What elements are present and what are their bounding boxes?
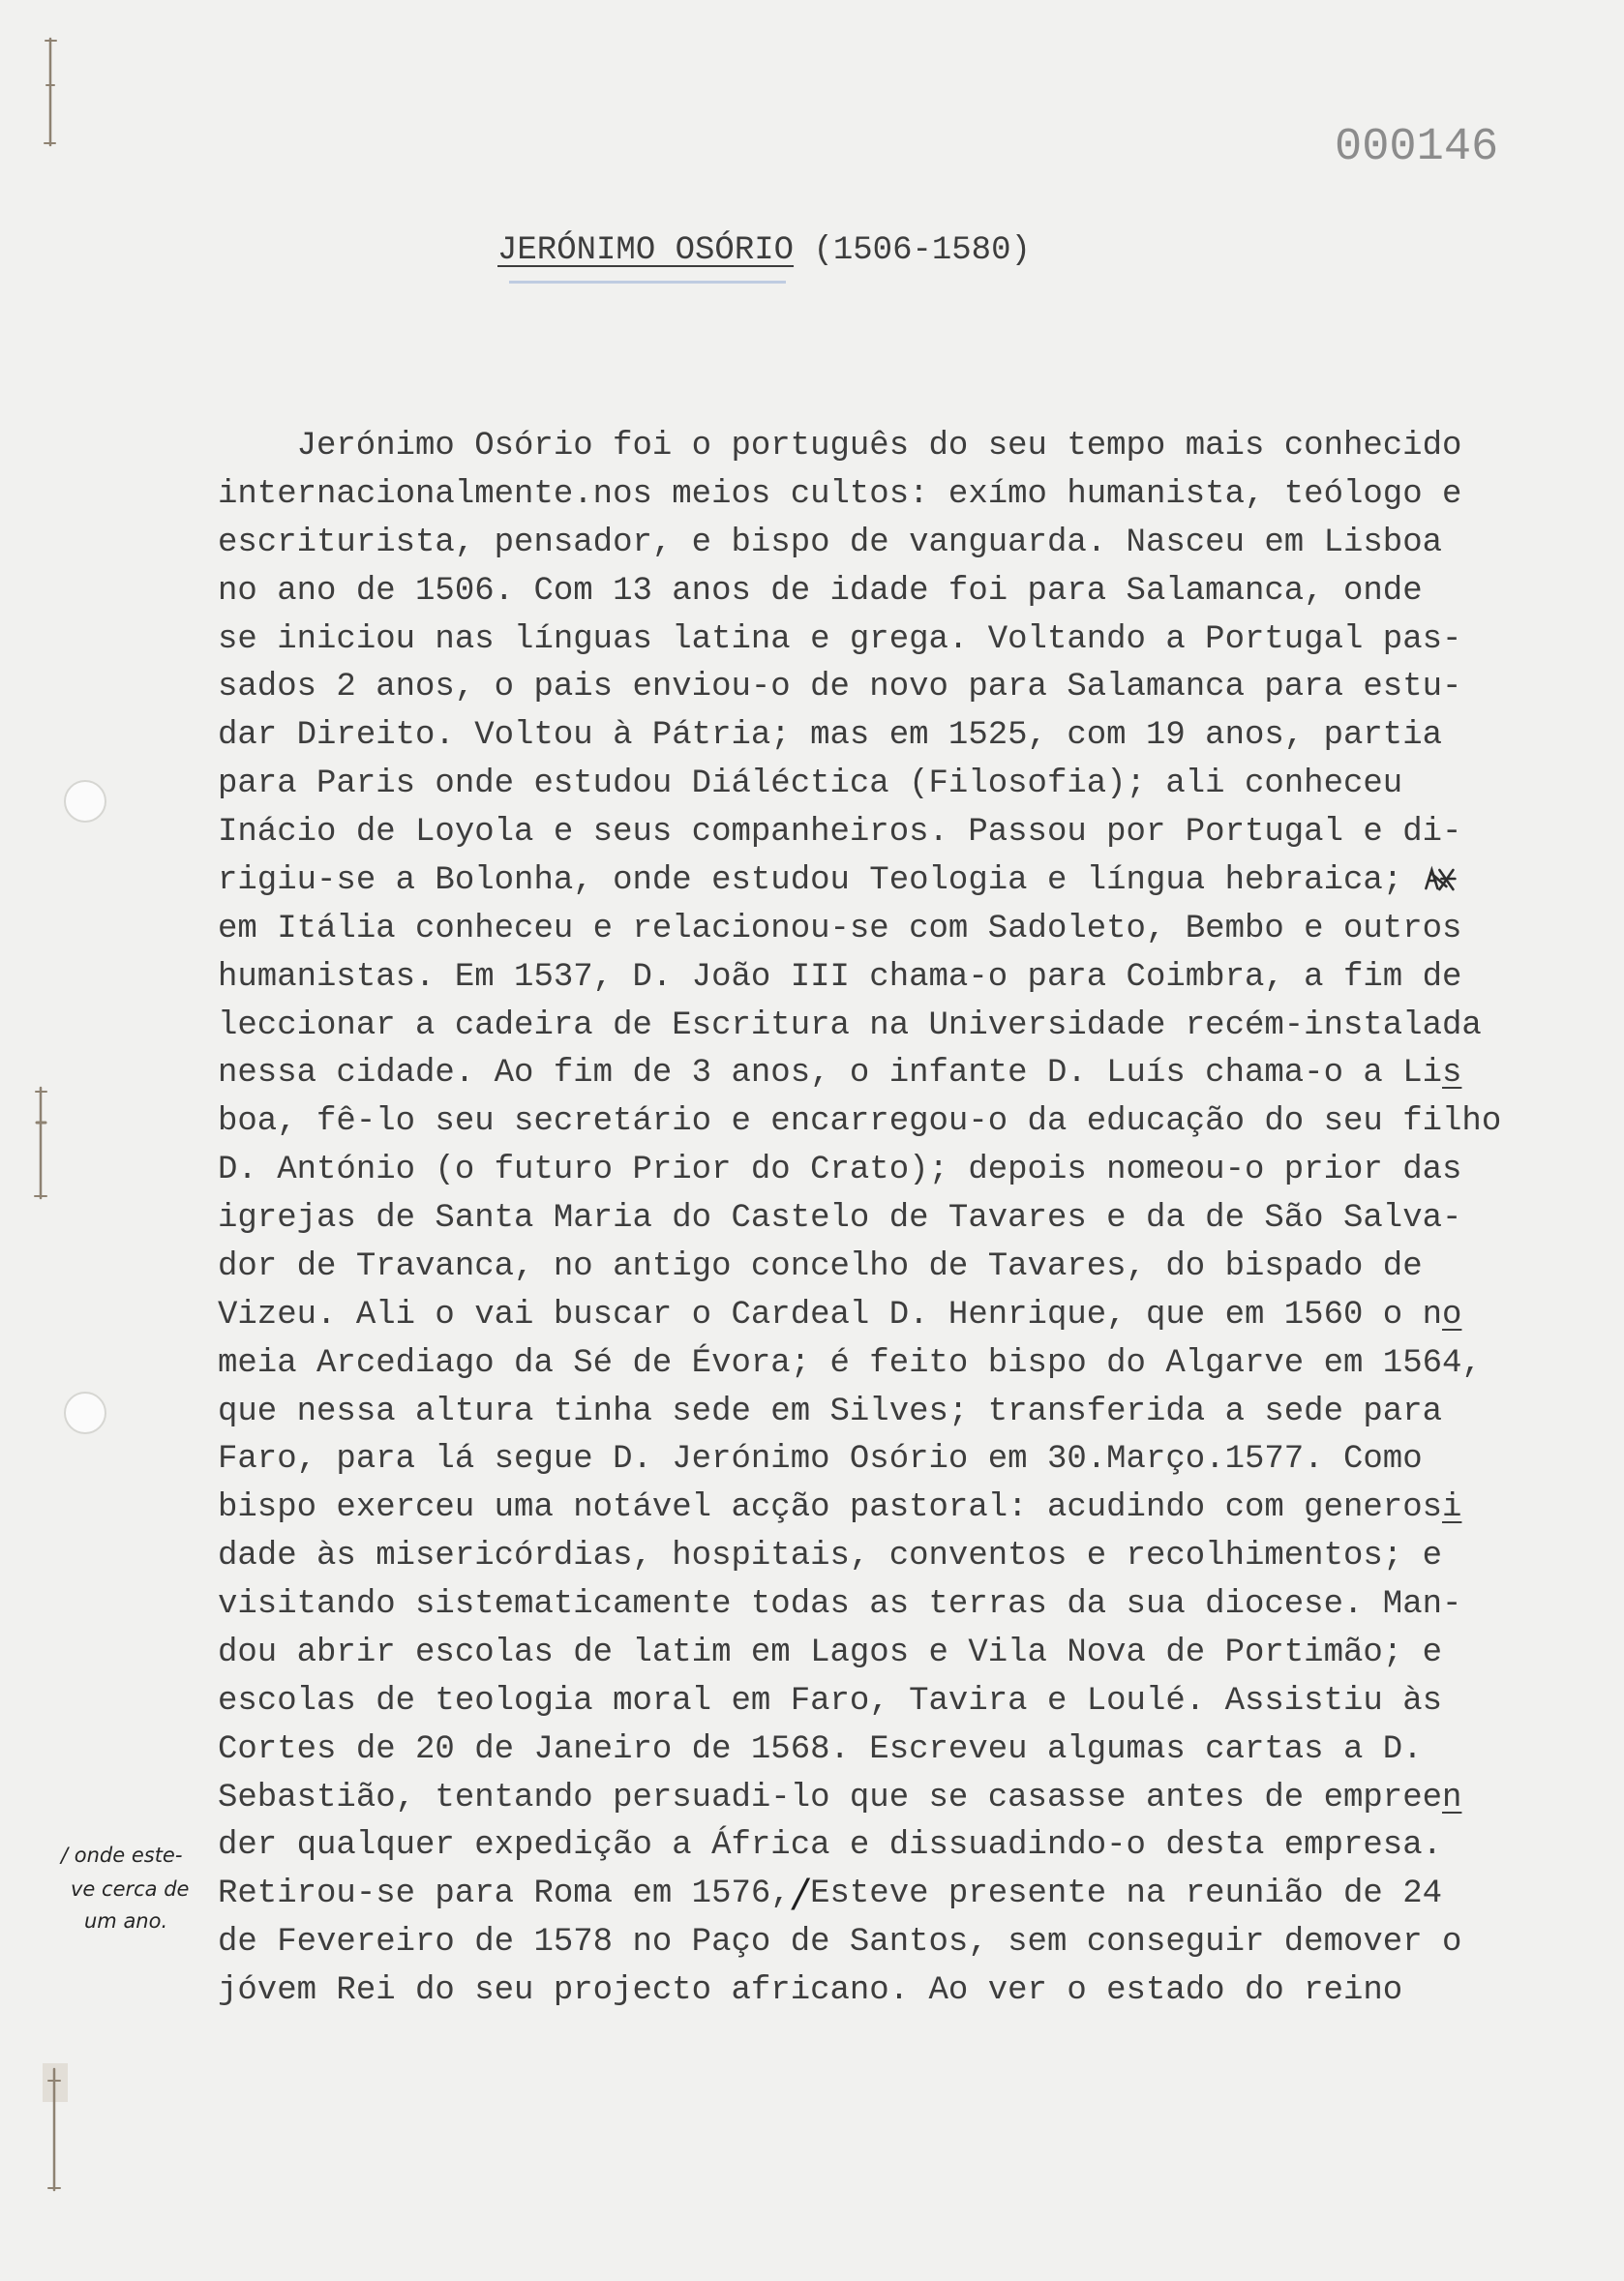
body-line (218, 1050, 1592, 1098)
body-line: escolas de teologia moral em Faro, Tavira e Loulé. Assistiu às (218, 1682, 1443, 1720)
body-line: igrejas de Santa Maria do Castelo de Tavares e da de São Salva- (218, 1200, 1462, 1237)
strikeout-blot (1423, 865, 1462, 894)
body-line: escriturista, pensador, e bispo de vanguarda. Nasceu em Lisboa (218, 524, 1443, 561)
title-dates: (1506-1580) (813, 232, 1031, 269)
body-line-text: Retirou-se para Roma em 1576, (218, 1876, 791, 1913)
margin-note-line: / onde este- (61, 1844, 183, 1867)
body-line: para Paris onde estudou Diáléctica (Filosofia); ali conheceu (218, 765, 1403, 803)
body-line: jóvem Rei do seu projecto africano. Ao ver o estado do reino (218, 1972, 1403, 2009)
body-text (218, 423, 1592, 2016)
body-line (218, 1292, 1592, 1340)
body-line: boa, fê-lo seu secretário e encarregou-o da educação do seu filho (218, 1103, 1502, 1141)
body-line-text: Esteve presente na reunião de 24 (810, 1876, 1442, 1913)
body-line: sados 2 anos, o pais enviou-o de novo para Salamanca para estu- (218, 669, 1462, 706)
body-line-text: Sebastião, tentando persuadi-lo que se casasse antes de empree (218, 1779, 1443, 1816)
body-line: dor de Travanca, no antigo concelho de Tavares, do bispado de (218, 1247, 1423, 1285)
punch-hole (65, 1393, 105, 1433)
body-line-text: nessa cidade. Ao fim de 3 anos, o infante D. Luís chama-o a Li (218, 1055, 1443, 1093)
hyphen-underlined-char: i (1442, 1489, 1462, 1527)
body-line: que nessa altura tinha sede em Silves; transferida a sede para (218, 1393, 1443, 1430)
body-line: dade às misericórdias, hospitais, conventos e recolhimentos; e (218, 1538, 1443, 1576)
body-line: de Fevereiro de 1578 no Paço de Santos, sem conseguir demover o (218, 1924, 1462, 1962)
punch-hole (65, 781, 105, 822)
document-title (497, 226, 1031, 275)
body-line (218, 1775, 1592, 1823)
body-line: meia Arcediago da Sé de Évora; é feito bispo do Algarve em 1564, (218, 1344, 1482, 1382)
body-line: visitando sistematicamente todas as terras da sua diocese. Man- (218, 1586, 1462, 1623)
body-line: Inácio de Loyola e seus companheiros. Passou por Portugal e di- (218, 814, 1462, 851)
body-line (218, 1871, 1592, 1919)
hyphen-underlined-char: n (1442, 1779, 1462, 1816)
body-line-text: Vizeu. Ali o vai buscar o Cardeal D. Henrique, que em 1560 o n (218, 1296, 1443, 1334)
body-line: no ano de 1506. Com 13 anos de idade foi para Salamanca, onde (218, 572, 1423, 610)
body-line: D. António (o futuro Prior do Crato); depois nomeou-o prior das (218, 1152, 1462, 1189)
insertion-mark: / (794, 1872, 807, 1917)
staple-mark (43, 2063, 68, 2190)
body-line: Cortes de 20 de Janeiro de 1568. Escreveu algumas cartas a D. (218, 1730, 1423, 1768)
staple-mark (35, 1088, 46, 1198)
hyphen-underlined-char: o (1442, 1296, 1462, 1334)
body-line (218, 857, 1592, 906)
body-line: Faro, para lá segue D. Jerónimo Osório em 30.Março.1577. Como (218, 1441, 1423, 1479)
body-line: der qualquer expedição a África e dissuadindo-o desta empresa. (218, 1827, 1443, 1865)
margin-note-line: um ano. (84, 1909, 168, 1933)
body-line (218, 1485, 1592, 1533)
body-line-text: rigiu-se a Bolonha, onde estudou Teologia e língua hebraica; (218, 861, 1403, 899)
margin-note-line: ve cerca de (71, 1877, 190, 1901)
body-line: humanistas. Em 1537, D. João III chama-o para Coimbra, a fim de (218, 958, 1462, 996)
document-number-stamp: 000146 (1335, 122, 1499, 173)
title-name: JERÓNIMO OSÓRIO (497, 232, 795, 269)
body-line: Jerónimo Osório foi o português do seu tempo mais conhecido (296, 428, 1462, 465)
hyphen-underlined-char: s (1442, 1055, 1462, 1093)
staple-mark (45, 39, 56, 145)
body-line: dou abrir escolas de latim em Lagos e Vila Nova de Portimão; e (218, 1634, 1443, 1671)
body-line: se iniciou nas línguas latina e grega. Voltando a Portugal pas- (218, 620, 1462, 658)
body-line: dar Direito. Voltou à Pátria; mas em 1525, com 19 anos, partia (218, 717, 1443, 755)
body-line: leccionar a cadeira de Escritura na Universidade recém-instalada (218, 1006, 1482, 1044)
title-highlight-line (509, 281, 786, 284)
body-line: em Itália conheceu e relacionou-se com Sadoleto, Bembo e outros (218, 910, 1462, 947)
body-line: internacionalmente.nos meios cultos: exímo humanista, teólogo e (218, 475, 1462, 513)
body-line-text: bispo exerceu uma notável acção pastoral: acudindo com generos (218, 1489, 1443, 1527)
